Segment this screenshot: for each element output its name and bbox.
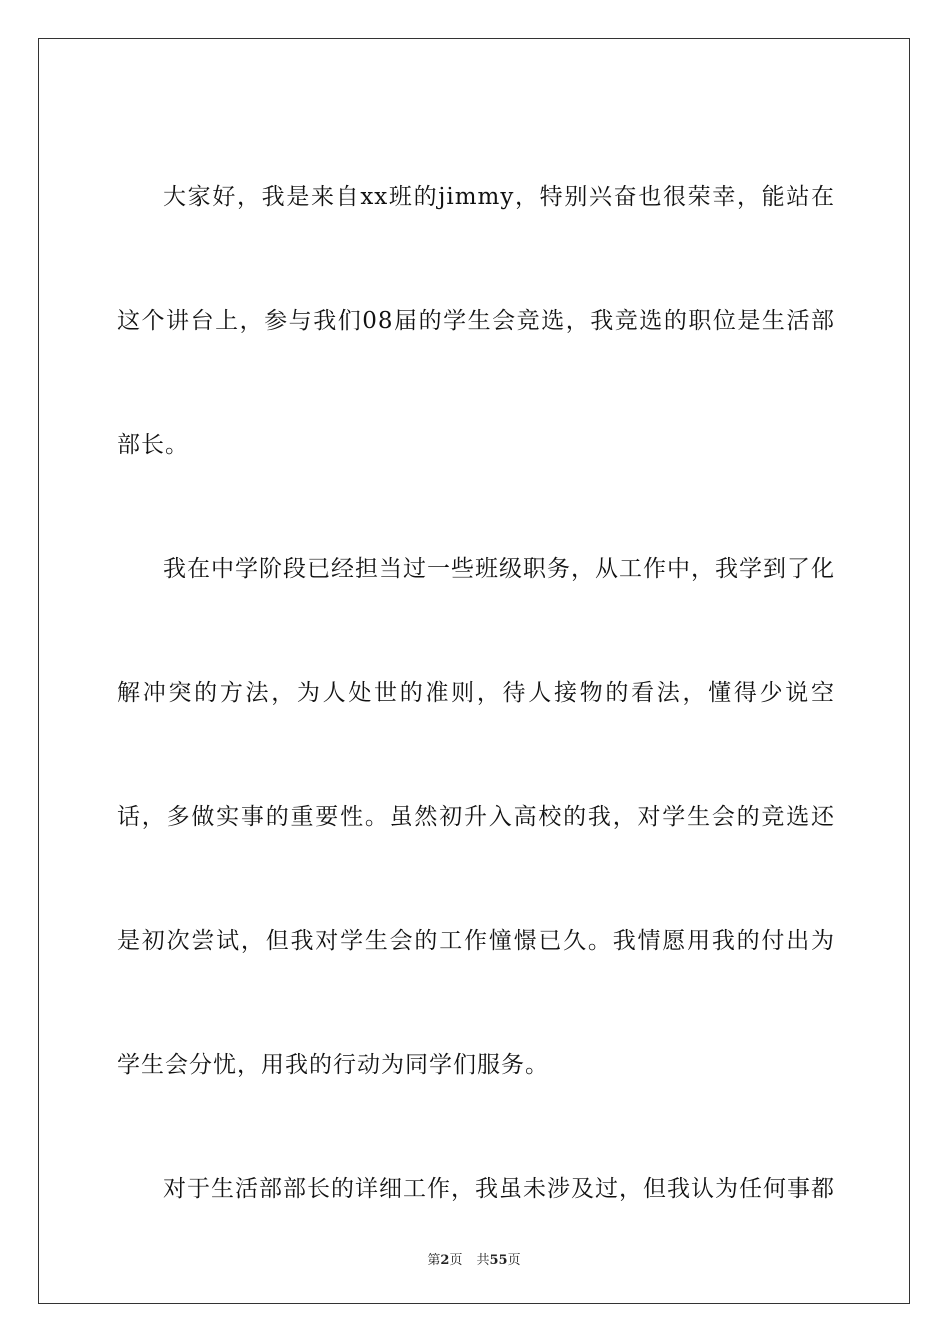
paragraph-2: 我在中学阶段已经担当过一些班级职务，从工作中，我学到了化解冲突的方法，为人处世的准则，待人接物的看法，懂得少说空话，多做实事的重要性。虽然初升入高校的我，对学生会的竞选还是初次尝试，但我对学生会的工作憧憬已久。我情愿用我的付出为学生会分忧，用我的行动为同学们服务。	[117, 556, 835, 1078]
paragraph-1: 大家好，我是来自xx班的jimmy，特别兴奋也很荣幸，能站在这个讲台上，参与我们08届的学生会竞选，我竞选的职位是生活部部长。	[117, 184, 835, 458]
footer-total-prefix: 共	[476, 1253, 490, 1268]
footer-page-suffix: 页	[449, 1253, 463, 1268]
footer-total-pages: 55	[489, 1253, 508, 1268]
footer-page-number: 2	[440, 1253, 450, 1268]
footer-total-suffix: 页	[507, 1253, 521, 1268]
document-body	[117, 135, 835, 1251]
paragraph-3: 对于生活部部长的详细工作，我虽未涉及过，但我认为任何事都	[163, 1176, 835, 1202]
footer-page-prefix: 第	[427, 1253, 441, 1268]
page-footer	[39, 1249, 909, 1268]
document-page	[38, 38, 910, 1304]
